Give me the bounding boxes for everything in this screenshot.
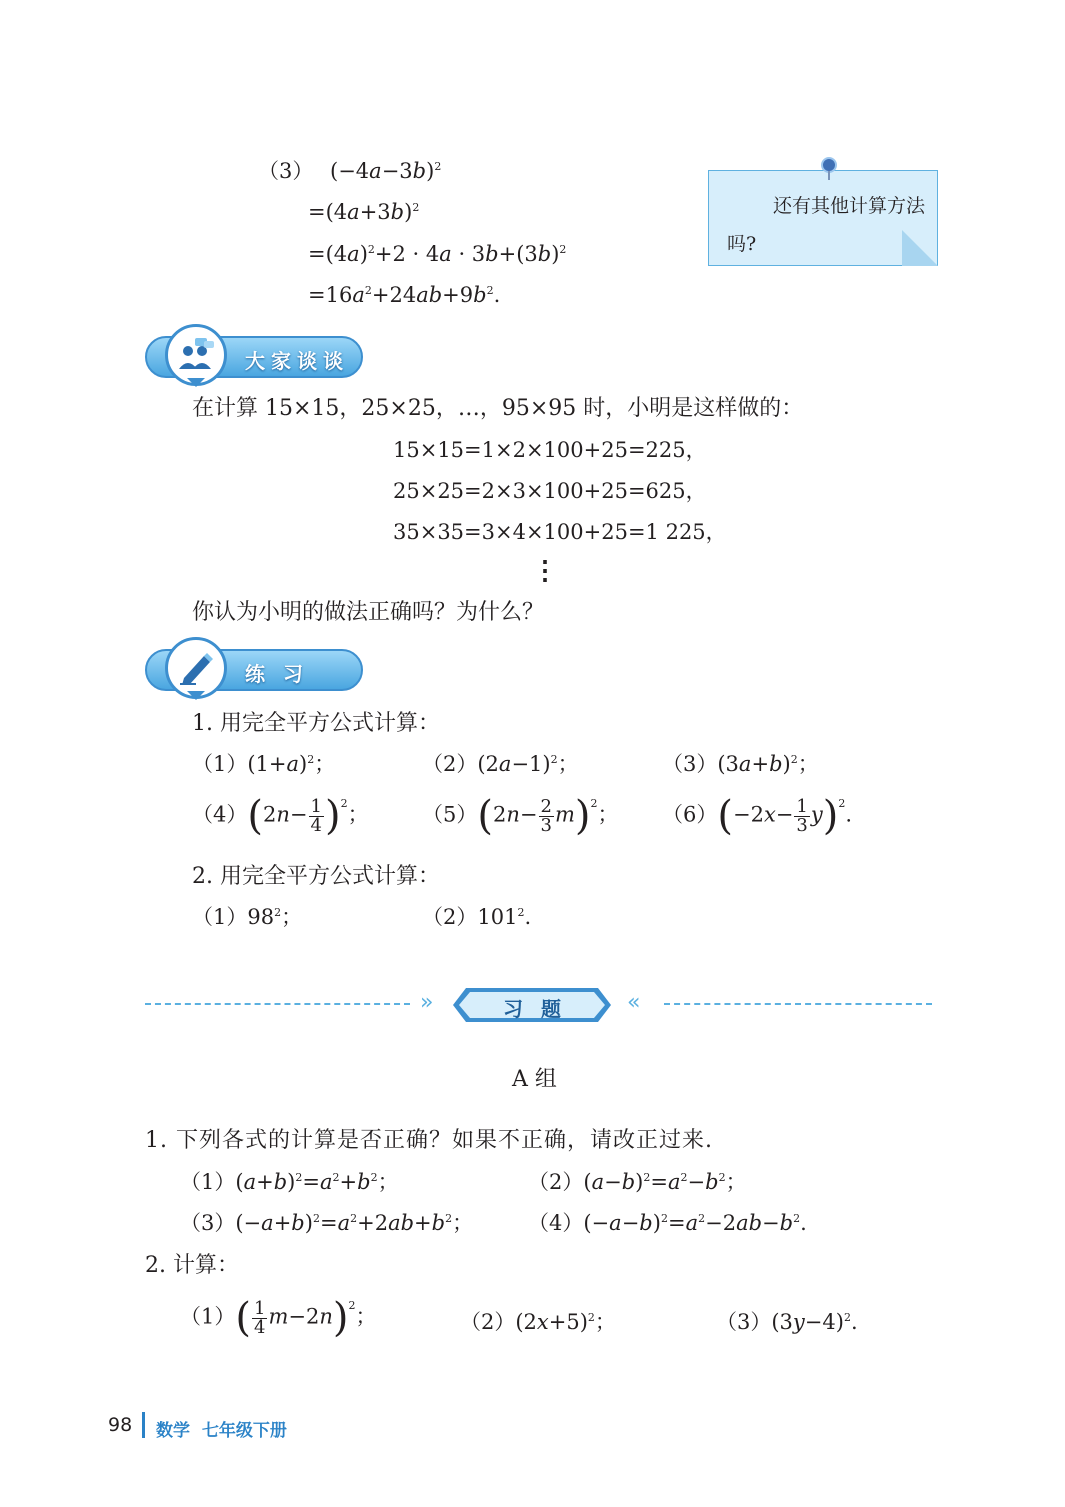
practice-q1-item-2: $(2)(2a-1)^2$； (422, 752, 579, 776)
pushpin-icon (821, 157, 837, 173)
example3-line-1: $(-4a-3b)^2$ (330, 159, 442, 183)
discuss-intro: 在计算 15×15，25×25，…，95×95 时，小明是这样做的： (192, 396, 804, 421)
discuss-line-3: 35×35=3×4×100+25=1 225， (393, 520, 727, 544)
discuss-banner-label: 大家谈谈 (245, 349, 349, 373)
sticky-note-text: 还有其他计算方法吗? (727, 195, 926, 255)
practice-q1-item-3: $(3)(3a+b)^2$； (662, 752, 819, 776)
example3-line-3: $=(4a)^2+2 \cdot 4a \cdot 3b+(3b)^2$ (308, 242, 567, 266)
exercises-q2-item-2: $(2)(2x+5)^2$； (460, 1310, 616, 1334)
pencil-icon (165, 637, 227, 699)
chevrons-left-icon: « (627, 990, 641, 1015)
divider-right (664, 1003, 932, 1005)
discuss-line-1: 15×15=1×2×100+25=225， (393, 438, 707, 462)
book-title: 数学 七年级下册 (156, 1421, 287, 1441)
practice-q1-item-4: （4）(2n− $\frac{1}{4}$ )$^2$； (192, 793, 369, 839)
exercises-banner (452, 987, 612, 1023)
exercises-q2: 2. 计算： (145, 1253, 239, 1278)
exercises-q1-item-1: $(1)(a+b)^2=a^2+b^2$； (180, 1170, 399, 1194)
exercises-q1-item-3: $(3)(-a+b)^2=a^2+2ab+b^2$； (180, 1211, 474, 1235)
discuss-banner (145, 336, 363, 378)
exercises-q1-item-4: $(4)(-a-b)^2=a^2-2ab-b^2$. (528, 1211, 807, 1235)
practice-q2-item-1: $(1)98^2$； (192, 905, 303, 929)
example3-line-4: $=16a^2+24ab+9b^2$. (308, 283, 501, 307)
divider-left (145, 1003, 410, 1005)
exercises-q1-item-2: $(2)(a-b)^2=a^2-b^2$； (528, 1170, 747, 1194)
practice-q2: 2. 用完全平方公式计算： (192, 864, 440, 889)
practice-q1-item-5: （5）(2n− $\frac{2}{3}$ m)$^2$； (422, 793, 619, 839)
footer-divider (142, 1412, 145, 1438)
practice-banner (145, 649, 363, 691)
page-curl-icon (902, 230, 938, 266)
discuss-line-2: 25×25=2×3×100+25=625， (393, 479, 707, 503)
exercises-banner-label: 习题 (503, 997, 579, 1021)
exercises-q2-item-3: $(3)(3y-4)^2$. (716, 1310, 858, 1334)
page-number: 98 (108, 1414, 133, 1436)
exercises-q1: 1. 下列各式的计算是否正确？如果不正确，请改正过来. (145, 1128, 713, 1153)
chevrons-right-icon: » (420, 990, 434, 1015)
sticky-note (708, 170, 938, 266)
practice-q2-item-2: $(2)101^2$. (422, 905, 532, 929)
example3-label: （3） (258, 159, 314, 183)
practice-q1-item-6: （6）(−2x− $\frac{1}{3}$ y)$^2$. (662, 793, 853, 839)
exercises-q2-item-1: （1）( $\frac{1}{4}$ m−2n)$^2$； (180, 1295, 377, 1341)
people-talk-icon (165, 324, 227, 386)
practice-banner-label: 练习 (245, 662, 321, 686)
practice-q1: 1. 用完全平方公式计算： (192, 711, 440, 736)
discuss-question: 你认为小明的做法正确吗？为什么？ (192, 600, 545, 625)
example3-line-2: $=(4a+3b)^2$ (308, 200, 420, 224)
vertical-ellipsis: ⋮ (532, 556, 558, 586)
group-a-title: A 组 (512, 1067, 557, 1092)
practice-q1-item-1: $(1)(1+a)^2$； (192, 752, 336, 776)
